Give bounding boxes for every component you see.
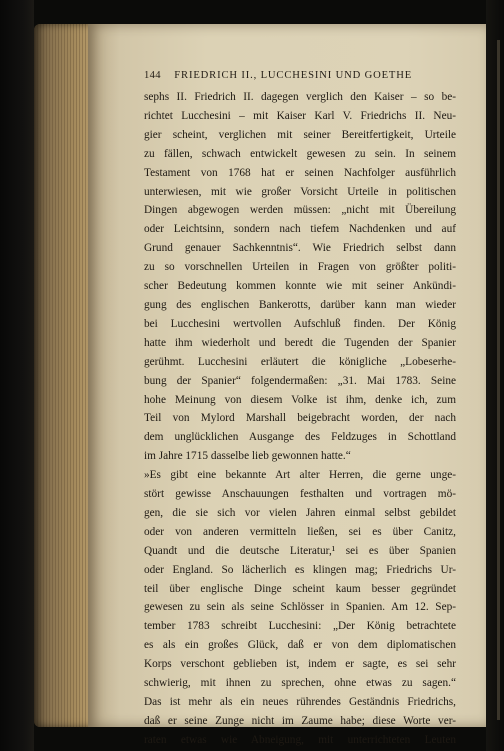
text-line: Quandt und die deutsche Literatur,¹ sei es über Spanien <box>144 544 456 557</box>
text-line: dem unglücklichen Ausgange des Feldzuges in Schottland <box>144 431 456 444</box>
text-line: gen, die sie sich vor vielen Jahren einmal selbst gebildet <box>144 506 456 519</box>
text-line: tember 1783 schreibt Lucchesini: „Der König betrachtete <box>144 620 456 633</box>
text-line: unterwiesen, mit wie großer Vorsicht Urteile in politischen <box>144 185 456 198</box>
text-line: richtet Lucchesini – mit Kaiser Karl V. Friedrichs II. Neu- <box>144 109 456 122</box>
background-left <box>0 0 34 751</box>
text-line: gewesen zu sein als seine Schlösser in Spanien. Am 12. Sep- <box>144 601 456 614</box>
text-line: gier scheint, verglichen mit seiner Bereitfertigkeit, Urteile <box>144 128 456 141</box>
text-line: gung des englischen Bankerotts, darüber kann man wieder <box>144 298 456 311</box>
text-line: raten etwas wie Abneigung, mit unterrichteten Leuten <box>144 733 456 746</box>
text-line: teil über englische Dinge scheint kaum besser gegründet <box>144 582 456 595</box>
text-line: oder von anderen vermitteln ließen, sei es über Canitz, <box>144 525 456 538</box>
body-text <box>144 88 456 750</box>
text-line: sephs II. Friedrich II. dagegen verglich den Kaiser – so be- <box>144 91 456 103</box>
text-line: stört gewisse Anschauungen festhalten und vortragen mö- <box>144 488 456 501</box>
background-right <box>486 0 504 751</box>
text-line: Dingen abgewogen werden müssen: „nicht mit Übereilung <box>144 204 456 217</box>
text-line: Teil von Mylord Marshall beigebracht worden, der nach <box>144 412 456 425</box>
page-number: 144 <box>144 70 161 81</box>
text-line: gerühmt. Lucchesini erläutert die königliche „Lobeserhe- <box>144 355 456 368</box>
text-line: bung der Spanier“ folgendermaßen: „31. Mai 1783. Seine <box>144 374 456 387</box>
text-line: hatte ihm wiederholt und beredt die Tugenden der Spanier <box>144 336 456 349</box>
text-line: »Es gibt eine bekannte Art alter Herren, die gerne unge- <box>144 469 456 482</box>
running-header <box>144 70 444 81</box>
text-line: bei Lucchesini wertvollen Aufschluß finden. Der König <box>144 317 456 330</box>
running-title: FRIEDRICH II., LUCCHESINI UND GOETHE <box>174 70 413 81</box>
page-stack-edge <box>34 24 92 727</box>
text-line: Grund genauer Sachkenntnis“. Wie Friedrich selbst dann <box>144 242 456 255</box>
book-cover-edge <box>497 40 500 720</box>
text-line: scher Bedeutung kommen konnte wie mit seiner Ankündi- <box>144 280 456 293</box>
text-line: Korps verschont geblieben ist, indem er sagte, es sei sehr <box>144 658 456 671</box>
text-line: daß er seine Zunge nicht im Zaume habe; diese Worte ver- <box>144 714 456 727</box>
text-line: im Jahre 1715 dasselbe lieb gewonnen hatte.“ <box>144 450 351 463</box>
text-line: es als ein großes Glück, daß er von dem diplomatischen <box>144 639 456 652</box>
text-line: Das ist mehr als ein neues rührendes Geständnis Friedrichs, <box>144 696 456 708</box>
text-line: zu so vorschnellen Urteilen in Fragen von größter politi- <box>144 261 456 274</box>
text-line: oder England. So lächerlich es klingen mag; Friedrichs Ur- <box>144 563 456 576</box>
text-line: Testament von 1768 hat er seinen Nachfolger ausführlich <box>144 166 456 179</box>
text-line: schwierig, mit ihnen zu sprechen, ohne etwas zu sagen.“ <box>144 677 456 690</box>
text-line: hohe Meinung von diesem Volke ist ihm, denke ich, zum <box>144 393 456 406</box>
text-line: oder Leichtsinn, sondern nach tiefem Nachdenken und auf <box>144 223 456 236</box>
text-line: zu fällen, schwach entwickelt gewesen zu sein. In seinem <box>144 147 456 160</box>
